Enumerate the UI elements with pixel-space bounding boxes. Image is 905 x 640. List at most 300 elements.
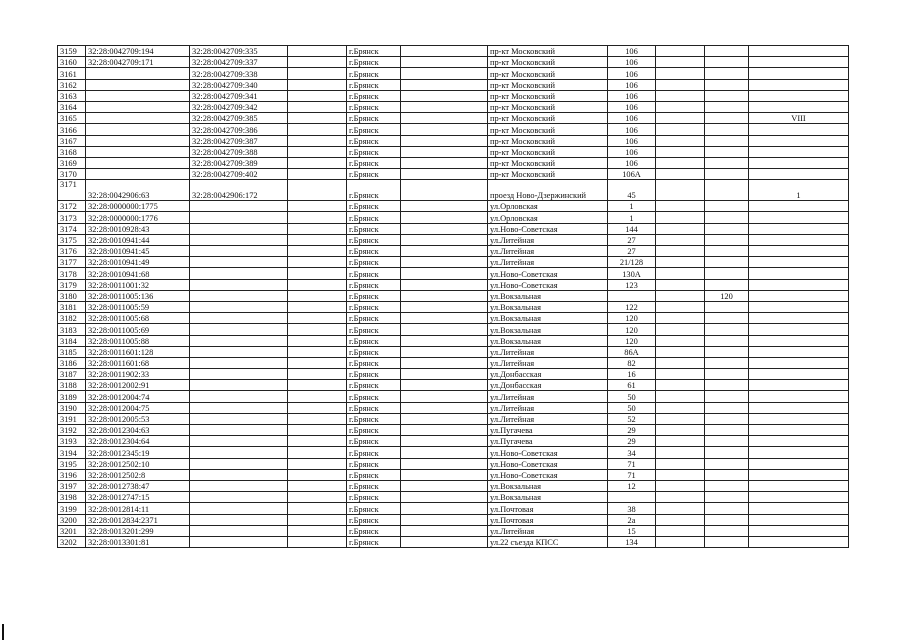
extra-cell — [705, 201, 749, 212]
house-number-cell: 130А — [608, 268, 656, 279]
extra-cell — [749, 469, 849, 480]
row-number-cell: 3173 — [58, 212, 86, 223]
house-number-cell: 123 — [608, 279, 656, 290]
empty-cell — [401, 413, 488, 424]
extra-cell — [749, 324, 849, 335]
empty-cell — [288, 234, 347, 245]
city-cell: г.Брянск — [347, 90, 401, 101]
extra-cell — [749, 234, 849, 245]
empty-cell — [288, 514, 347, 525]
table-row — [58, 503, 849, 514]
house-number-cell: 34 — [608, 447, 656, 458]
empty-cell — [401, 335, 488, 346]
row-number-cell: 3186 — [58, 357, 86, 368]
city-cell: г.Брянск — [347, 369, 401, 380]
extra-cell — [749, 57, 849, 68]
extra-cell — [656, 447, 705, 458]
extra-cell — [656, 324, 705, 335]
cadastral-number-2-cell — [190, 324, 288, 335]
city-cell: г.Брянск — [347, 268, 401, 279]
city-cell: г.Брянск — [347, 458, 401, 469]
street-cell: пр-кт Московский — [488, 135, 608, 146]
city-cell: г.Брянск — [347, 447, 401, 458]
row-number-cell: 3201 — [58, 525, 86, 536]
empty-cell — [288, 57, 347, 68]
extra-cell — [705, 157, 749, 168]
table-row — [58, 301, 849, 312]
city-cell: г.Брянск — [347, 413, 401, 424]
empty-cell — [401, 223, 488, 234]
city-cell: г.Брянск — [347, 425, 401, 436]
house-number-cell: 2а — [608, 514, 656, 525]
empty-cell — [401, 169, 488, 180]
empty-cell — [401, 157, 488, 168]
house-number-cell: 106 — [608, 113, 656, 124]
row-number-cell: 3174 — [58, 223, 86, 234]
house-number-cell: 120 — [608, 324, 656, 335]
empty-cell — [401, 68, 488, 79]
extra-cell — [705, 380, 749, 391]
empty-cell — [401, 124, 488, 135]
table-row — [58, 447, 849, 458]
extra-cell — [749, 514, 849, 525]
extra-cell — [749, 436, 849, 447]
empty-cell — [288, 135, 347, 146]
extra-cell — [749, 101, 849, 112]
extra-cell — [656, 313, 705, 324]
city-cell: г.Брянск — [347, 180, 401, 201]
row-number-cell: 3163 — [58, 90, 86, 101]
table-row — [58, 346, 849, 357]
extra-cell — [705, 458, 749, 469]
street-cell: ул.Литейная — [488, 246, 608, 257]
city-cell: г.Брянск — [347, 324, 401, 335]
row-number-cell: 3178 — [58, 268, 86, 279]
extra-cell — [656, 290, 705, 301]
street-cell: ул.Литейная — [488, 234, 608, 245]
row-number-cell: 3195 — [58, 458, 86, 469]
extra-cell: 1 — [749, 180, 849, 201]
empty-cell — [401, 180, 488, 201]
cadastral-number-2-cell — [190, 380, 288, 391]
cadastral-number-cell: 32:28:0012345:19 — [86, 447, 190, 458]
extra-cell — [656, 79, 705, 90]
house-number-cell: 122 — [608, 301, 656, 312]
cadastral-number-2-cell — [190, 246, 288, 257]
city-cell: г.Брянск — [347, 234, 401, 245]
empty-cell — [401, 436, 488, 447]
empty-cell — [401, 380, 488, 391]
empty-cell — [288, 46, 347, 57]
house-number-cell: 106 — [608, 46, 656, 57]
extra-cell — [705, 234, 749, 245]
street-cell: пр-кт Московский — [488, 113, 608, 124]
row-number-cell: 3200 — [58, 514, 86, 525]
extra-cell — [705, 536, 749, 547]
house-number-cell: 106 — [608, 68, 656, 79]
extra-cell — [749, 402, 849, 413]
row-number-cell: 3170 — [58, 169, 86, 180]
extra-cell — [749, 268, 849, 279]
extra-cell — [656, 113, 705, 124]
extra-cell — [705, 335, 749, 346]
extra-cell — [705, 135, 749, 146]
street-cell: пр-кт Московский — [488, 57, 608, 68]
cadastral-number-cell: 32:28:0010941:49 — [86, 257, 190, 268]
extra-cell — [656, 146, 705, 157]
extra-cell — [749, 503, 849, 514]
city-cell: г.Брянск — [347, 301, 401, 312]
cadastral-number-cell — [86, 135, 190, 146]
empty-cell — [401, 146, 488, 157]
row-number-cell: 3182 — [58, 313, 86, 324]
empty-cell — [288, 335, 347, 346]
extra-cell — [705, 469, 749, 480]
extra-cell — [705, 402, 749, 413]
extra-cell — [749, 246, 849, 257]
house-number-cell: 21/128 — [608, 257, 656, 268]
extra-cell — [656, 525, 705, 536]
extra-cell — [705, 46, 749, 57]
street-cell: ул.Ново-Советская — [488, 223, 608, 234]
empty-cell — [401, 212, 488, 223]
extra-cell — [749, 146, 849, 157]
empty-cell — [401, 101, 488, 112]
extra-cell — [656, 201, 705, 212]
extra-cell — [705, 124, 749, 135]
table-row — [58, 234, 849, 245]
cadastral-number-2-cell — [190, 469, 288, 480]
extra-cell — [705, 369, 749, 380]
row-number-cell: 3172 — [58, 201, 86, 212]
city-cell: г.Брянск — [347, 525, 401, 536]
house-number-cell: 106 — [608, 90, 656, 101]
table-row — [58, 492, 849, 503]
empty-cell — [288, 246, 347, 257]
table-row — [58, 101, 849, 112]
street-cell: ул.Пугачева — [488, 436, 608, 447]
extra-cell — [749, 357, 849, 368]
city-cell: г.Брянск — [347, 492, 401, 503]
extra-cell — [705, 436, 749, 447]
extra-cell — [656, 536, 705, 547]
street-cell: ул.Ново-Советская — [488, 268, 608, 279]
street-cell: ул.Почтовая — [488, 514, 608, 525]
cadastral-number-2-cell — [190, 223, 288, 234]
extra-cell — [656, 135, 705, 146]
row-number-cell: 3168 — [58, 146, 86, 157]
empty-cell — [401, 257, 488, 268]
street-cell: ул.Ново-Советская — [488, 447, 608, 458]
house-number-cell: 106 — [608, 124, 656, 135]
row-number-cell: 3162 — [58, 79, 86, 90]
extra-cell — [749, 313, 849, 324]
house-number-cell — [608, 290, 656, 301]
row-number-cell: 3194 — [58, 447, 86, 458]
extra-cell — [705, 146, 749, 157]
table-row — [58, 380, 849, 391]
row-number-cell: 3176 — [58, 246, 86, 257]
empty-cell — [288, 201, 347, 212]
empty-cell — [401, 357, 488, 368]
table-row — [58, 169, 849, 180]
city-cell: г.Брянск — [347, 480, 401, 491]
street-cell: ул.22 съезда КПСС — [488, 536, 608, 547]
table-row — [58, 223, 849, 234]
empty-cell — [401, 458, 488, 469]
extra-cell — [705, 180, 749, 201]
house-number-cell: 106А — [608, 169, 656, 180]
city-cell: г.Брянск — [347, 503, 401, 514]
city-cell: г.Брянск — [347, 313, 401, 324]
extra-cell — [749, 447, 849, 458]
row-number-cell: 3183 — [58, 324, 86, 335]
row-number-cell: 3190 — [58, 402, 86, 413]
cadastral-number-cell: 32:28:0011601:128 — [86, 346, 190, 357]
street-cell: ул.Вокзальная — [488, 313, 608, 324]
table-row — [58, 180, 849, 201]
house-number-cell: 61 — [608, 380, 656, 391]
extra-cell — [656, 212, 705, 223]
extra-cell — [656, 514, 705, 525]
cadastral-number-2-cell — [190, 290, 288, 301]
street-cell: пр-кт Московский — [488, 79, 608, 90]
extra-cell — [705, 68, 749, 79]
cadastral-number-2-cell — [190, 268, 288, 279]
row-number-cell: 3171 — [58, 180, 86, 201]
extra-cell — [749, 536, 849, 547]
cadastral-number-cell — [86, 124, 190, 135]
cadastral-number-2-cell — [190, 335, 288, 346]
extra-cell — [705, 279, 749, 290]
extra-cell — [656, 46, 705, 57]
empty-cell — [288, 425, 347, 436]
house-number-cell: 27 — [608, 246, 656, 257]
house-number-cell: 29 — [608, 425, 656, 436]
extra-cell — [656, 357, 705, 368]
empty-cell — [401, 425, 488, 436]
table-row — [58, 279, 849, 290]
empty-cell — [401, 246, 488, 257]
empty-cell — [288, 212, 347, 223]
empty-cell — [288, 79, 347, 90]
extra-cell — [749, 90, 849, 101]
empty-cell — [288, 503, 347, 514]
cadastral-number-cell: 32:28:0042906:63 — [86, 180, 190, 201]
empty-cell — [288, 492, 347, 503]
extra-cell — [705, 346, 749, 357]
cadastral-number-2-cell — [190, 436, 288, 447]
extra-cell — [749, 425, 849, 436]
cadastral-number-cell: 32:28:0010928:43 — [86, 223, 190, 234]
house-number-cell: 86А — [608, 346, 656, 357]
house-number-cell: 120 — [608, 335, 656, 346]
street-cell: пр-кт Московский — [488, 157, 608, 168]
extra-cell — [705, 514, 749, 525]
table-row — [58, 469, 849, 480]
house-number-cell: 1 — [608, 212, 656, 223]
table-row — [58, 525, 849, 536]
extra-cell — [749, 290, 849, 301]
cadastral-number-2-cell — [190, 525, 288, 536]
cadastral-number-cell: 32:28:0042709:194 — [86, 46, 190, 57]
cadastral-number-2-cell — [190, 458, 288, 469]
cadastral-number-cell: 32:28:0010941:44 — [86, 234, 190, 245]
street-cell: пр-кт Московский — [488, 68, 608, 79]
street-cell: пр-кт Московский — [488, 46, 608, 57]
street-cell: ул.Литейная — [488, 413, 608, 424]
street-cell: ул.Ново-Советская — [488, 279, 608, 290]
empty-cell — [401, 201, 488, 212]
cadastral-number-cell: 32:28:0010941:45 — [86, 246, 190, 257]
cadastral-number-2-cell: 32:28:0042709:388 — [190, 146, 288, 157]
scan-edge-mark — [2, 624, 4, 640]
empty-cell — [288, 346, 347, 357]
city-cell: г.Брянск — [347, 101, 401, 112]
street-cell: ул.Литейная — [488, 346, 608, 357]
city-cell: г.Брянск — [347, 68, 401, 79]
empty-cell — [401, 57, 488, 68]
table-row — [58, 514, 849, 525]
street-cell: пр-кт Московский — [488, 146, 608, 157]
cadastral-number-cell — [86, 68, 190, 79]
extra-cell — [656, 169, 705, 180]
street-cell: пр-кт Московский — [488, 169, 608, 180]
table-row — [58, 480, 849, 491]
city-cell: г.Брянск — [347, 346, 401, 357]
table-row — [58, 290, 849, 301]
house-number-cell: 71 — [608, 458, 656, 469]
city-cell: г.Брянск — [347, 402, 401, 413]
extra-cell — [656, 268, 705, 279]
cadastral-number-2-cell — [190, 447, 288, 458]
extra-cell — [749, 480, 849, 491]
cadastral-number-cell — [86, 146, 190, 157]
cadastral-number-2-cell — [190, 357, 288, 368]
house-number-cell: 50 — [608, 391, 656, 402]
house-number-cell: 12 — [608, 480, 656, 491]
empty-cell — [288, 402, 347, 413]
empty-cell — [401, 301, 488, 312]
extra-cell — [705, 257, 749, 268]
empty-cell — [401, 391, 488, 402]
table-row — [58, 135, 849, 146]
extra-cell — [705, 503, 749, 514]
house-number-cell: 27 — [608, 234, 656, 245]
cadastral-number-2-cell — [190, 369, 288, 380]
cadastral-number-cell — [86, 90, 190, 101]
extra-cell — [656, 279, 705, 290]
extra-cell — [705, 169, 749, 180]
city-cell: г.Брянск — [347, 391, 401, 402]
extra-cell — [656, 425, 705, 436]
empty-cell — [401, 469, 488, 480]
row-number-cell: 3180 — [58, 290, 86, 301]
cadastral-number-cell: 32:28:0010941:68 — [86, 268, 190, 279]
street-cell: ул.Вокзальная — [488, 335, 608, 346]
extra-cell — [705, 268, 749, 279]
extra-cell — [656, 402, 705, 413]
table-row — [58, 536, 849, 547]
cadastral-number-cell: 32:28:0011001:32 — [86, 279, 190, 290]
house-number-cell: 1 — [608, 201, 656, 212]
extra-cell — [656, 246, 705, 257]
table-row — [58, 413, 849, 424]
empty-cell — [288, 180, 347, 201]
extra-cell — [749, 201, 849, 212]
city-cell: г.Брянск — [347, 223, 401, 234]
extra-cell — [705, 391, 749, 402]
cadastral-number-cell: 32:28:0013301:81 — [86, 536, 190, 547]
house-number-cell: 106 — [608, 146, 656, 157]
city-cell: г.Брянск — [347, 290, 401, 301]
cadastral-number-2-cell — [190, 391, 288, 402]
empty-cell — [401, 503, 488, 514]
cadastral-number-2-cell — [190, 234, 288, 245]
extra-cell — [656, 157, 705, 168]
cadastral-number-cell: 32:28:0012002:91 — [86, 380, 190, 391]
cadastral-number-2-cell — [190, 212, 288, 223]
cadastral-number-2-cell — [190, 201, 288, 212]
street-cell: ул.Донбасская — [488, 380, 608, 391]
row-number-cell: 3196 — [58, 469, 86, 480]
street-cell: ул.Донбасская — [488, 369, 608, 380]
street-cell: ул.Литейная — [488, 525, 608, 536]
cadastral-number-2-cell: 32:28:0042709:337 — [190, 57, 288, 68]
extra-cell — [656, 180, 705, 201]
city-cell: г.Брянск — [347, 124, 401, 135]
cadastral-number-2-cell: 32:28:0042709:340 — [190, 79, 288, 90]
house-number-cell: 106 — [608, 57, 656, 68]
empty-cell — [288, 290, 347, 301]
row-number-cell: 3188 — [58, 380, 86, 391]
row-number-cell: 3177 — [58, 257, 86, 268]
extra-cell — [749, 413, 849, 424]
cadastral-number-2-cell — [190, 257, 288, 268]
extra-cell — [749, 346, 849, 357]
cadastral-number-cell: 32:28:0012738:47 — [86, 480, 190, 491]
extra-cell — [656, 257, 705, 268]
cadastral-number-2-cell: 32:28:0042709:338 — [190, 68, 288, 79]
table-row — [58, 313, 849, 324]
city-cell: г.Брянск — [347, 212, 401, 223]
empty-cell — [288, 257, 347, 268]
row-number-cell: 3189 — [58, 391, 86, 402]
extra-cell — [656, 492, 705, 503]
row-number-cell: 3193 — [58, 436, 86, 447]
cadastral-number-2-cell: 32:28:0042709:387 — [190, 135, 288, 146]
city-cell: г.Брянск — [347, 79, 401, 90]
extra-cell — [705, 301, 749, 312]
cadastral-number-2-cell — [190, 402, 288, 413]
empty-cell — [288, 413, 347, 424]
empty-cell — [288, 101, 347, 112]
street-cell: ул.Вокзальная — [488, 480, 608, 491]
cadastral-number-2-cell — [190, 413, 288, 424]
extra-cell — [705, 480, 749, 491]
empty-cell — [401, 279, 488, 290]
extra-cell — [656, 436, 705, 447]
extra-cell — [749, 212, 849, 223]
row-number-cell: 3198 — [58, 492, 86, 503]
table-row — [58, 46, 849, 57]
row-number-cell: 3199 — [58, 503, 86, 514]
table-row — [58, 246, 849, 257]
street-cell: ул.Ново-Советская — [488, 458, 608, 469]
table-row — [58, 402, 849, 413]
extra-cell — [749, 391, 849, 402]
empty-cell — [288, 324, 347, 335]
